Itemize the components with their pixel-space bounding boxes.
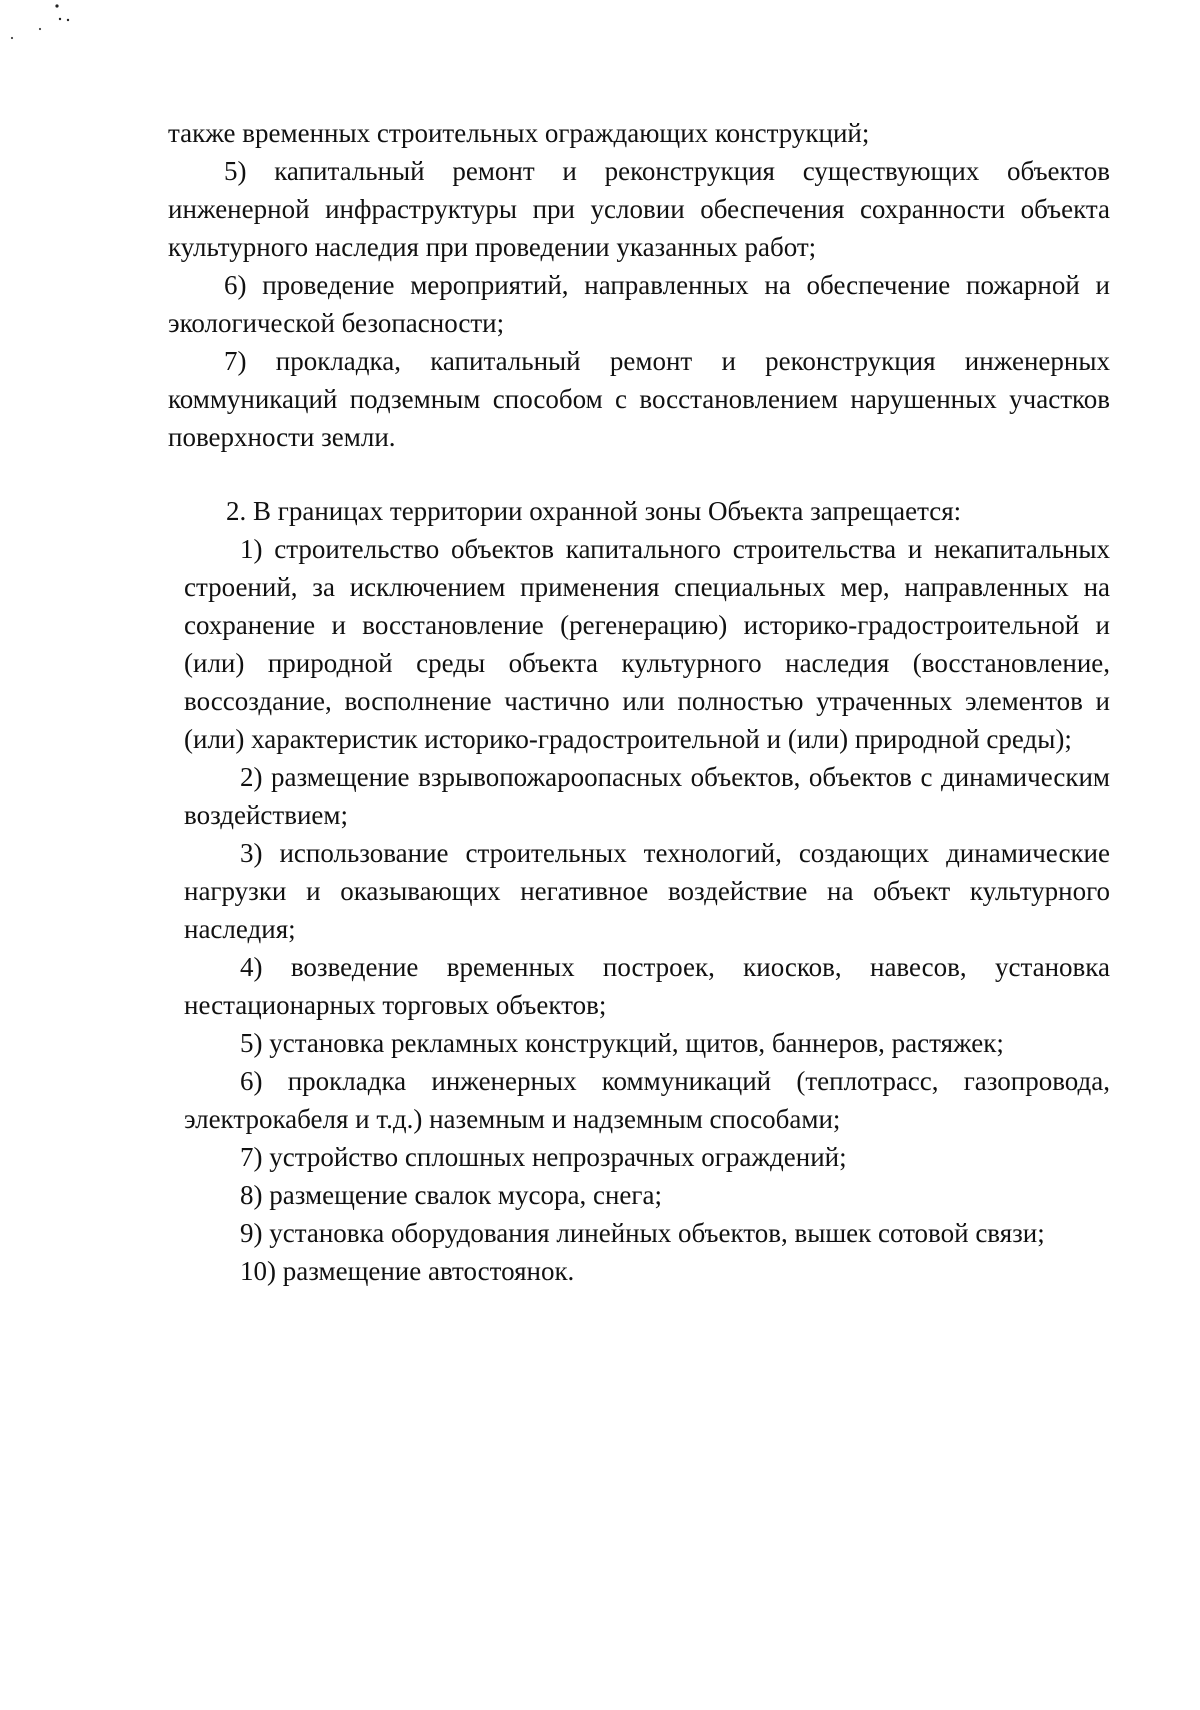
section-continuation — [168, 114, 1110, 456]
prohibition-item-3: 3) использование строительных технологий, создающих динамические нагрузки и оказывающих негативное воздействие на объект культурного наследия; — [184, 838, 1110, 944]
prohibition-item-4: 4) возведение временных построек, киосков, навесов, установка нестационарных торговых объектов; — [184, 952, 1110, 1020]
section-prohibitions — [184, 492, 1110, 1290]
paragraph-item-7-underground-utilities: 7) прокладка, капитальный ремонт и реконструкция инженерных коммуникаций подземным способом с восстановлением нарушенных участков поверхности земли. — [168, 346, 1110, 452]
prohibition-item-2: 2) размещение взрывопожароопасных объектов, объектов с динамическим воздействием; — [184, 762, 1110, 830]
prohibition-item-1: 1) строительство объектов капитального строительства и некапитальных строений, за исключением применения специальных мер, направленных на сохранение и восстановление (регенерацию) историко-градостроительной и (или) природной среды объекта культурного наследия (восстановление, воссоздание, восполнение частично или полностью утраченных элементов и (или) характеристик историко-градостроительной и (или) природной среды); — [184, 534, 1110, 754]
prohibition-item-7: 7) устройство сплошных непрозрачных ограждений; — [240, 1142, 847, 1172]
prohibition-item-5: 5) установка рекламных конструкций, щитов, баннеров, растяжек; — [240, 1028, 1004, 1058]
paragraph-item-6-safety-measures: 6) проведение мероприятий, направленных на обеспечение пожарной и экологической безопасности; — [168, 270, 1110, 338]
paragraph-continuation-line: также временных строительных ограждающих конструкций; — [168, 118, 870, 148]
prohibition-item-6: 6) прокладка инженерных коммуникаций (теплотрасс, газопровода, электрокабеля и т.д.) наземным и надземным способами; — [184, 1066, 1110, 1134]
prohibition-item-9: 9) установка оборудования линейных объектов, вышек сотовой связи; — [240, 1218, 1045, 1248]
prohibition-item-10: 10) размещение автостоянок. — [240, 1256, 575, 1286]
prohibition-item-8: 8) размещение свалок мусора, снега; — [240, 1180, 662, 1210]
section-2-heading: 2. В границах территории охранной зоны Объекта запрещается: — [226, 496, 962, 526]
paragraph-item-5-capital-repair: 5) капитальный ремонт и реконструкция существующих объектов инженерной инфраструктуры при условии обеспечения сохранности объекта культурного наследия при проведении указанных работ; — [168, 156, 1110, 262]
scan-artifact-specks — [0, 0, 90, 50]
